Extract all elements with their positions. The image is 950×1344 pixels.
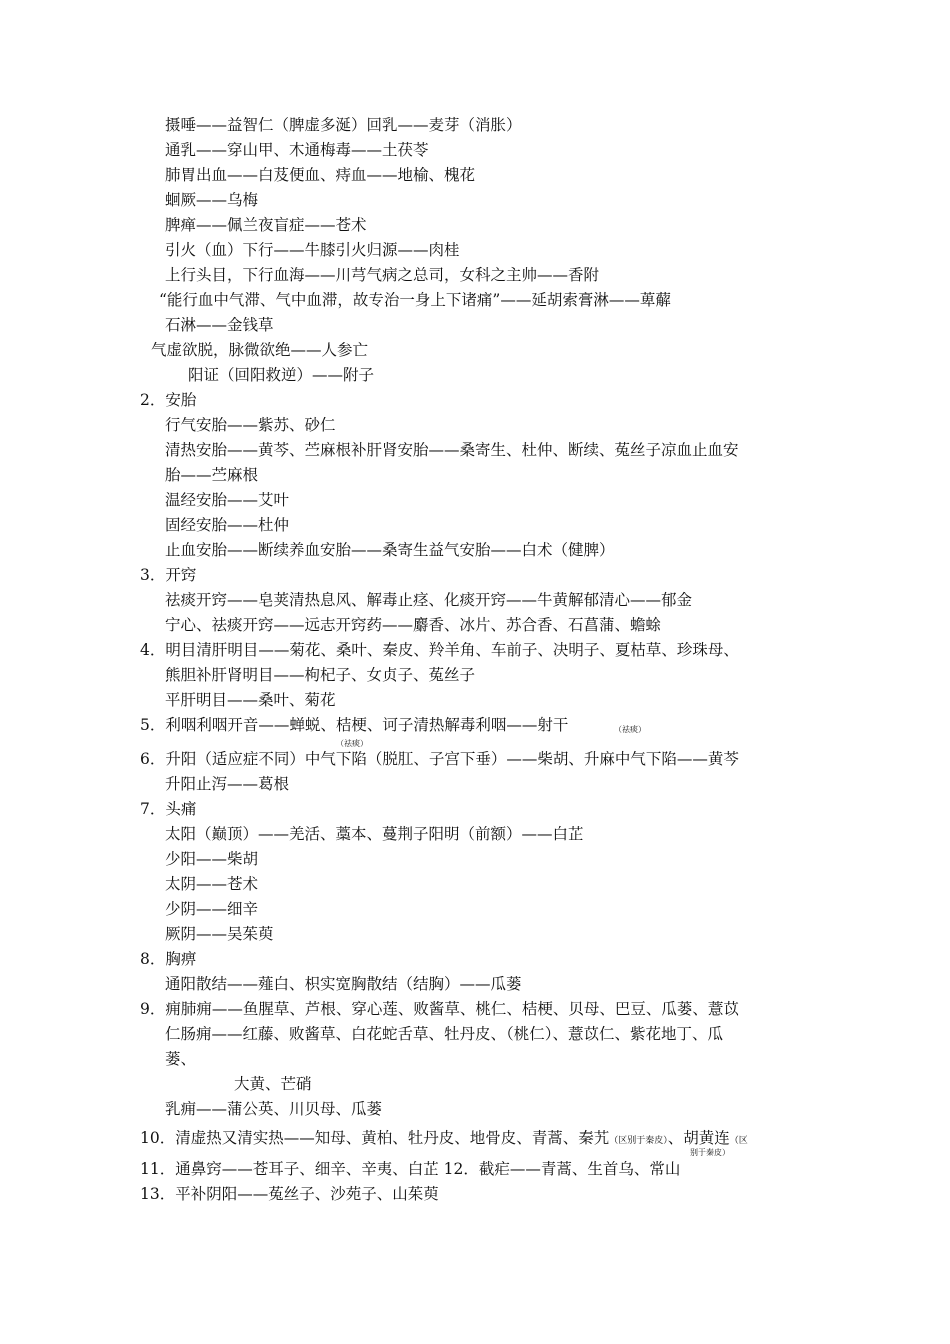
section-heading: 8．胸痹 <box>140 950 197 968</box>
text-line: 上行头目，下行血海——川芎气病之总司，女科之主帅——香附 <box>165 266 600 284</box>
text-line: 大黄、芒硝 <box>234 1075 312 1093</box>
text-line: 气虚欲脱，脉微欲绝——人参亡 <box>151 341 369 359</box>
text-line: 蛔厥——乌梅 <box>165 191 259 209</box>
text-line: 温经安胎——艾叶 <box>165 491 290 509</box>
text-line: 熊胆补肝肾明目——枸杞子、女贞子、菟丝子 <box>165 666 476 684</box>
text-line: 止血安胎——断续养血安胎——桑寄生益气安胎——白术（健脾） <box>165 541 615 559</box>
text-line: 乳痈——蒲公英、川贝母、瓜蒌 <box>165 1100 383 1118</box>
annotation-small: （祛痰） <box>336 739 368 748</box>
section-heading: 11．通鼻窍——苍耳子、细辛、辛夷、白芷 12．截疟——青蒿、生首乌、常山 <box>140 1160 681 1178</box>
text-line: 固经安胎——杜仲 <box>165 516 290 534</box>
text-line: 摄唾——益智仁（脾虚多涎）回乳——麦芽（消胀） <box>165 116 522 134</box>
annotation-small: 别于秦皮） <box>690 1148 730 1157</box>
text-line: 阳证（回阳救逆）——附子 <box>188 366 375 384</box>
line-text: 、胡黄连 <box>667 1129 730 1147</box>
section-heading: 9．痈肺痈——鱼腥草、芦根、穿心莲、败酱草、桃仁、桔梗、贝母、巴豆、瓜蒌、薏苡 <box>140 1000 739 1018</box>
text-line: 少阴——细辛 <box>165 900 259 918</box>
line-text: 10．清虚热又清实热——知母、黄柏、牡丹皮、地骨皮、青蒿、秦艽 <box>140 1129 610 1147</box>
text-line: 清热安胎——黄芩、苎麻根补肝肾安胎——桑寄生、杜仲、断续、菟丝子凉血止血安 <box>165 441 739 459</box>
text-line: 太阴——苍术 <box>165 875 259 893</box>
section-heading: 13．平补阴阳——菟丝子、沙苑子、山茱萸 <box>140 1185 439 1203</box>
text-line: 太阳（巅顶）——羌活、藁本、蔓荆子阳明（前额）——白芷 <box>165 825 584 843</box>
annotation-small: （区 <box>729 1136 748 1146</box>
section-heading: 4．明目清肝明目——菊花、桑叶、秦皮、羚羊角、车前子、决明子、夏枯草、珍珠母、 <box>140 641 739 659</box>
annotation-small: （祛痰） <box>614 725 646 734</box>
text-line: 平肝明目——桑叶、菊花 <box>165 691 336 709</box>
section-heading: 5．利咽利咽开音——蝉蜕、桔梗、诃子清热解毒利咽——射干 <box>140 716 569 734</box>
section-heading: 2．安胎 <box>140 391 197 409</box>
section-heading: 6．升阳（适应症不同）中气下陷（脱肛、子宫下垂）——柴胡、升麻中气下陷——黄芩 <box>140 750 739 768</box>
section-heading: 3．开窍 <box>140 566 197 584</box>
text-line: 脾瘅——佩兰夜盲症——苍术 <box>165 216 367 234</box>
annotation-small: （区别于秦皮） <box>609 1136 668 1146</box>
text-line: 行气安胎——紫苏、砂仁 <box>165 416 336 434</box>
text-line: 蒌、 <box>165 1050 197 1068</box>
text-line: 宁心、祛痰开窍——远志开窍药——麝香、冰片、苏合香、石菖蒲、蟾蜍 <box>165 616 662 634</box>
text-line: 升阳止泻——葛根 <box>165 775 290 793</box>
text-line: 通乳——穿山甲、木通梅毒——土茯苓 <box>165 141 429 159</box>
text-line: 仁肠痈——红藤、败酱草、白花蛇舌草、牡丹皮、（桃仁）、薏苡仁、紫花地丁、瓜 <box>165 1025 724 1043</box>
text-line: “能行血中气滞、气中血滞，故专治一身上下诸痛”——延胡索膏淋——萆薢 <box>159 291 671 309</box>
text-line: 胎——苎麻根 <box>165 466 259 484</box>
text-line: 少阳——柴胡 <box>165 850 259 868</box>
text-line: 祛痰开窍——皂荚清热息风、解毒止痉、化痰开窍——牛黄解郁清心——郁金 <box>165 591 693 609</box>
text-line: 通阳散结——薤白、枳实宽胸散结（结胸）——瓜蒌 <box>165 975 522 993</box>
text-line: 引火（血）下行——牛膝引火归源——肉桂 <box>165 241 460 259</box>
text-line: 肺胃出血——白芨便血、痔血——地榆、槐花 <box>165 166 476 184</box>
text-line: 石淋——金钱草 <box>165 316 274 334</box>
section-heading <box>140 1127 748 1149</box>
text-line: 厥阴——吴茱萸 <box>165 925 274 943</box>
section-heading: 7．头痛 <box>140 800 197 818</box>
